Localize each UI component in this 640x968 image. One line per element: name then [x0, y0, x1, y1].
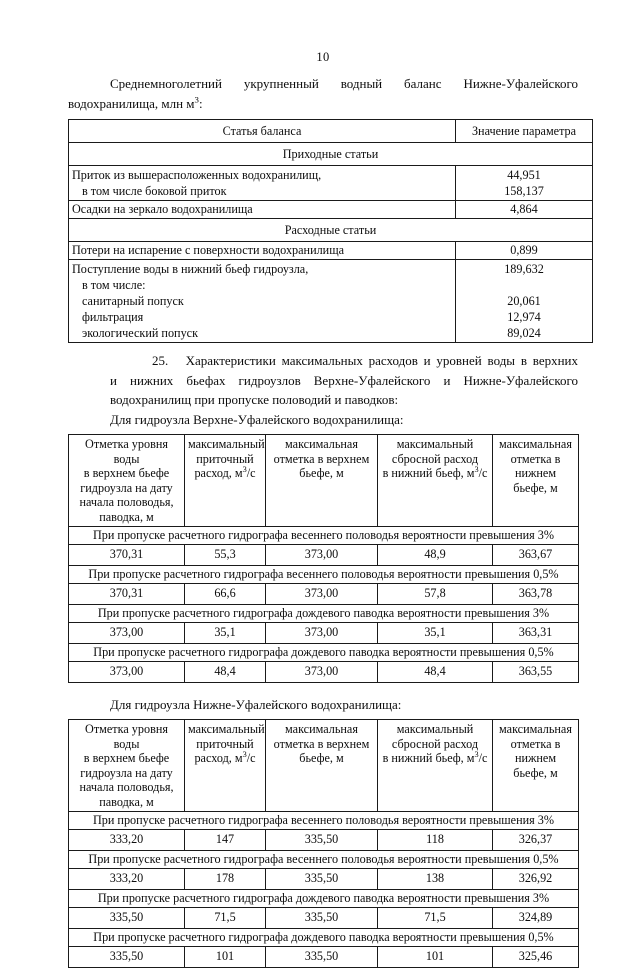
- row-label-evaporation: Потери на испарение с поверхности водохранилища: [69, 242, 456, 260]
- cell-max-inflow: 147: [185, 829, 266, 850]
- section-header-expense: [69, 219, 593, 242]
- page-number: 10: [316, 50, 330, 64]
- header-cell-upper-level: Отметка уровня воды в верхнем бьефе гидроузла на дату начала половодья, паводка, м: [69, 720, 185, 812]
- cell-max-discharge: 138: [378, 868, 493, 889]
- cell-upper-level: 333,20: [69, 868, 185, 889]
- hydro-table-lower-ufaley: [68, 719, 579, 968]
- cell-max-upper-mark: 335,50: [266, 946, 378, 967]
- band-row: [69, 526, 579, 544]
- cubic-superscript: 3: [242, 465, 247, 475]
- band-label: При пропуске расчетного гидрографа дождевого паводка вероятности превышения 0,5%: [69, 643, 579, 661]
- band-row: [69, 643, 579, 661]
- table-row: [69, 907, 579, 928]
- band-row: [69, 850, 579, 868]
- header-cell-max-discharge: максимальный сбросной расход в нижний бьеф, $м^3/с$: [378, 435, 493, 527]
- header-cell-max-upper-mark: максимальная отметка в верхнем бьефе, м: [266, 720, 378, 812]
- cubic-superscript: 3: [474, 750, 479, 760]
- cell-max-inflow: 101: [185, 946, 266, 967]
- cell-max-discharge: 118: [378, 829, 493, 850]
- cell-max-lower-mark: 363,31: [493, 622, 579, 643]
- cell-max-lower-mark: 363,78: [493, 583, 579, 604]
- cell-max-upper-mark: 373,00: [266, 622, 378, 643]
- clause-25-paragraph: [68, 351, 578, 410]
- hydro-table-1-head: [69, 435, 579, 527]
- cubic-meter-superscript: 3: [194, 94, 199, 105]
- row-value-downstream-release: 189,632 20,061 12,974 89,024: [456, 260, 593, 343]
- cell-max-inflow: 66,6: [185, 583, 266, 604]
- row-value-inflow-upstream: 44,951 158,137: [456, 166, 593, 201]
- cell-max-upper-mark: 373,00: [266, 583, 378, 604]
- header-cell-value: Значение параметра: [456, 120, 593, 143]
- water-balance-table: [68, 119, 593, 343]
- cell-max-lower-mark: 324,89: [493, 907, 579, 928]
- cell-max-discharge: 35,1: [378, 622, 493, 643]
- section-title-income: Приходные статьи: [69, 143, 593, 166]
- table-header-row: [69, 120, 593, 143]
- cubic-superscript: 3: [242, 750, 247, 760]
- hydro-table-2-head: [69, 720, 579, 812]
- table-row: [69, 868, 579, 889]
- table-header-row: [69, 720, 579, 812]
- cell-max-upper-mark: 335,50: [266, 907, 378, 928]
- table-row: [69, 166, 593, 201]
- intro-line-1: Среднемноголетний укрупненный водный баланс Нижне-Уфалейского: [110, 76, 578, 91]
- cell-max-discharge: 48,4: [378, 661, 493, 682]
- cell-max-lower-mark: 326,37: [493, 829, 579, 850]
- clause-25-line-3: водохранилищ при пропуске половодий и паводков:: [110, 392, 399, 407]
- table-row: [69, 829, 579, 850]
- cell-upper-level: 335,50: [69, 946, 185, 967]
- cell-max-discharge: 57,8: [378, 583, 493, 604]
- band-row: [69, 928, 579, 946]
- cell-max-upper-mark: 335,50: [266, 868, 378, 889]
- cell-max-inflow: 178: [185, 868, 266, 889]
- table-row: [69, 661, 579, 682]
- cell-max-discharge: 101: [378, 946, 493, 967]
- cell-max-upper-mark: 335,50: [266, 829, 378, 850]
- band-label: При пропуске расчетного гидрографа дождевого паводка вероятности превышения 3%: [69, 889, 579, 907]
- table-row: [69, 260, 593, 343]
- clause-25-line-1: 25. Характеристики максимальных расходов и уровней воды в верхних: [152, 353, 579, 368]
- cell-max-upper-mark: 373,00: [266, 544, 378, 565]
- cell-upper-level: 333,20: [69, 829, 185, 850]
- cell-max-inflow: 35,1: [185, 622, 266, 643]
- cell-max-discharge: 71,5: [378, 907, 493, 928]
- cell-max-lower-mark: 326,92: [493, 868, 579, 889]
- header-cell-max-lower-mark: максимальная отметка в нижнем бьефе, м: [493, 435, 579, 527]
- cell-max-lower-mark: 325,46: [493, 946, 579, 967]
- hydro-table-2-caption: Для гидроузла Нижне-Уфалейского водохранилища:: [110, 696, 402, 712]
- header-cell-max-inflow: максимальный приточный расход, $м^3/с$: [185, 720, 266, 812]
- header-cell-item: Статья баланса: [69, 120, 456, 143]
- table-row: [69, 946, 579, 967]
- cell-upper-level: 373,00: [69, 661, 185, 682]
- header-cell-max-lower-mark: максимальная отметка в нижнем бьефе, м: [493, 720, 579, 812]
- water-balance-body: [69, 120, 593, 343]
- cell-max-inflow: 71,5: [185, 907, 266, 928]
- table-row: [69, 544, 579, 565]
- row-label-precipitation: Осадки на зеркало водохранилища: [69, 201, 456, 219]
- section-header-income: [69, 143, 593, 166]
- band-label: При пропуске расчетного гидрографа весеннего половодья вероятности превышения 3%: [69, 811, 579, 829]
- page-content: [68, 0, 578, 968]
- row-value-precipitation: 4,864: [456, 201, 593, 219]
- table-header-row: [69, 435, 579, 527]
- row-label-downstream-release: Поступление воды в нижний бьеф гидроузла, в том числе: санитарный попуск фильтрация экологический попуск: [69, 260, 456, 343]
- hydro-table-1-body: [69, 526, 579, 682]
- table-row: [69, 242, 593, 260]
- hydro-table-2-body: [69, 811, 579, 967]
- header-cell-max-discharge: максимальный сбросной расход в нижний бьеф, $м^3/с$: [378, 720, 493, 812]
- band-label: При пропуске расчетного гидрографа весеннего половодья вероятности превышения 3%: [69, 526, 579, 544]
- cell-upper-level: 370,31: [69, 544, 185, 565]
- section-title-expense: Расходные статьи: [69, 219, 593, 242]
- cell-max-inflow: 48,4: [185, 661, 266, 682]
- table-row: [69, 583, 579, 604]
- cubic-superscript: 3: [474, 465, 479, 475]
- row-value-evaporation: 0,899: [456, 242, 593, 260]
- band-row: [69, 565, 579, 583]
- cell-upper-level: 370,31: [69, 583, 185, 604]
- band-row: [69, 889, 579, 907]
- table-row: [69, 201, 593, 219]
- cell-max-inflow: 55,3: [185, 544, 266, 565]
- band-label: При пропуске расчетного гидрографа весеннего половодья вероятности превышения 0,5%: [69, 850, 579, 868]
- clause-25-line-2: и нижних бьефах гидроузлов Верхне-Уфалейского и Нижне-Уфалейского: [110, 372, 578, 388]
- header-cell-upper-level: Отметка уровня воды в верхнем бьефе гидроузла на дату начала половодья, паводка, м: [69, 435, 185, 527]
- cell-upper-level: 373,00: [69, 622, 185, 643]
- cell-max-discharge: 48,9: [378, 544, 493, 565]
- hydro-table-upper-ufaley: [68, 434, 579, 683]
- band-row: [69, 604, 579, 622]
- cell-upper-level: 335,50: [69, 907, 185, 928]
- cell-max-upper-mark: 373,00: [266, 661, 378, 682]
- header-cell-max-upper-mark: максимальная отметка в верхнем бьефе, м: [266, 435, 378, 527]
- header-cell-max-inflow: максимальный приточный расход, $м^3/с$: [185, 435, 266, 527]
- band-label: При пропуске расчетного гидрографа дождевого паводка вероятности превышения 0,5%: [69, 928, 579, 946]
- table-row: [69, 622, 579, 643]
- cell-max-lower-mark: 363,55: [493, 661, 579, 682]
- row-label-inflow-upstream: Приток из вышерасположенных водохранилищ, в том числе боковой приток: [69, 166, 456, 201]
- intro-line-2: водохранилища, млн $м^3$:: [68, 94, 203, 111]
- band-label: При пропуске расчетного гидрографа весеннего половодья вероятности превышения 0,5%: [69, 565, 579, 583]
- intro-paragraph: [68, 74, 578, 113]
- band-row: [69, 811, 579, 829]
- hydro-table-1-caption: Для гидроузла Верхне-Уфалейского водохранилища:: [110, 411, 404, 427]
- band-label: При пропуске расчетного гидрографа дождевого паводка вероятности превышения 3%: [69, 604, 579, 622]
- cell-max-lower-mark: 363,67: [493, 544, 579, 565]
